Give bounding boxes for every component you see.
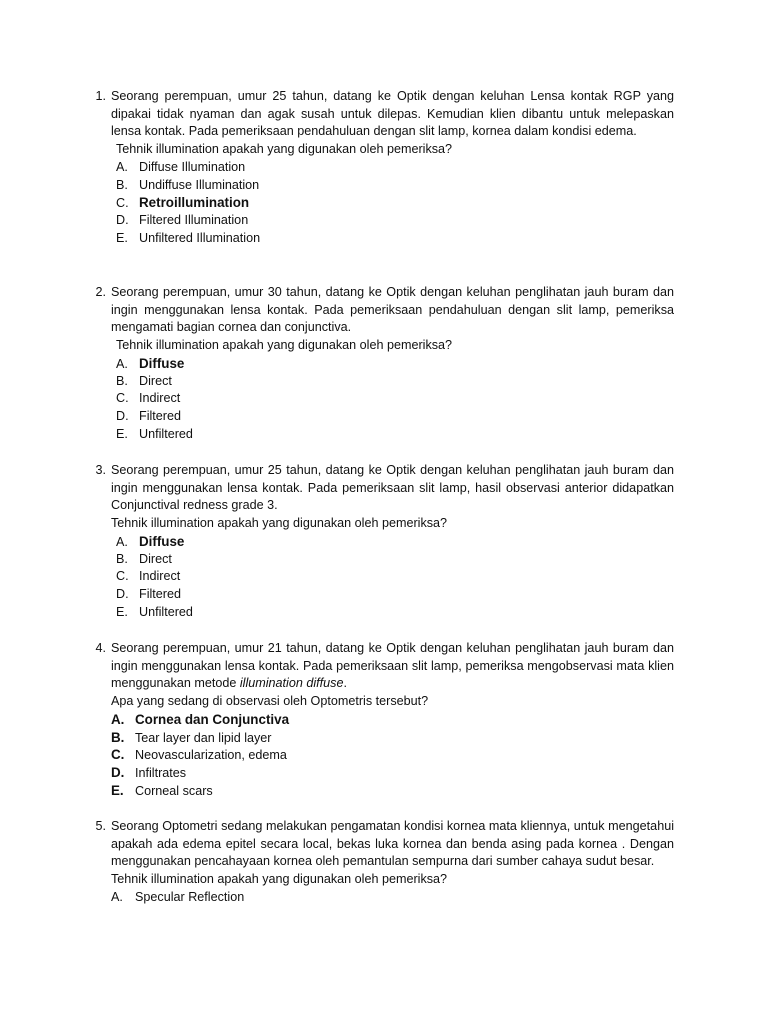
option-text: Cornea dan Conjunctiva bbox=[135, 711, 290, 727]
option-letter: B. bbox=[111, 729, 125, 745]
option-letter: B. bbox=[116, 551, 128, 566]
option-letter: A. bbox=[111, 889, 123, 904]
option-c bbox=[111, 194, 674, 212]
option-letter: E. bbox=[116, 605, 128, 619]
question-text-end: . bbox=[343, 676, 347, 691]
question-4 bbox=[86, 640, 674, 800]
option-a bbox=[111, 711, 674, 729]
option-d bbox=[111, 586, 674, 604]
option-letter: B. bbox=[116, 177, 128, 192]
option-text: Corneal scars bbox=[135, 784, 213, 798]
option-text: Filtered bbox=[139, 587, 181, 602]
question-1 bbox=[86, 88, 674, 248]
option-text: Tear layer dan lipid layer bbox=[135, 730, 272, 745]
option-text: Filtered bbox=[139, 409, 181, 424]
option-text: Diffuse bbox=[139, 533, 185, 549]
option-text: Unfiltered Illumination bbox=[139, 231, 261, 245]
option-list bbox=[111, 355, 674, 444]
option-c bbox=[111, 568, 674, 586]
option-text: Undiffuse Illumination bbox=[139, 177, 260, 192]
option-c bbox=[111, 746, 674, 764]
option-letter: D. bbox=[116, 587, 129, 602]
question-prompt: Tehnik illumination apakah yang digunakan oleh pemeriksa? bbox=[116, 338, 453, 353]
question-3 bbox=[86, 462, 674, 622]
option-text: Unfiltered bbox=[139, 427, 193, 441]
question-text: Seorang perempuan, umur 30 tahun, datang ke Optik dengan keluhan penglihatan jauh buram dan ingin menggunakan lensa kontak. Pada pemeriksaan pendahuluan dengan slit lamp, pemeriksa mengamati bagian cornea dan conjunctiva. bbox=[111, 285, 674, 335]
option-letter: D. bbox=[116, 213, 129, 228]
option-letter: E. bbox=[116, 231, 128, 245]
option-letter: E. bbox=[116, 427, 128, 441]
option-text: Direct bbox=[139, 373, 172, 388]
option-e bbox=[111, 230, 674, 248]
option-list bbox=[111, 533, 674, 622]
option-text: Indirect bbox=[139, 569, 181, 584]
option-e bbox=[111, 604, 674, 622]
option-letter: A. bbox=[111, 711, 125, 727]
option-b bbox=[111, 551, 674, 569]
option-letter: E. bbox=[111, 783, 124, 798]
question-text-main: Seorang perempuan, umur 21 tahun, datang ke Optik dengan keluhan penglihatan jauh buram dan ingin menggunakan lensa kontak. Pada pemeriksaan slit lamp, pemeriksa mengobservasi mata klien menggunakan metode bbox=[111, 641, 674, 691]
option-text: Diffuse bbox=[139, 355, 185, 371]
option-b bbox=[111, 177, 674, 195]
question-text-italic: illumination diffuse bbox=[239, 676, 344, 691]
option-b bbox=[111, 729, 674, 747]
option-text: Neovascularization, edema bbox=[135, 748, 287, 763]
option-letter: B. bbox=[116, 373, 128, 388]
question-number: 5. bbox=[95, 819, 106, 833]
option-list bbox=[111, 159, 674, 248]
option-letter: A. bbox=[116, 159, 128, 174]
option-text: Retroillumination bbox=[139, 195, 250, 211]
option-letter: C. bbox=[116, 196, 129, 211]
question-5 bbox=[86, 818, 674, 907]
option-text: Diffuse Illumination bbox=[139, 159, 246, 174]
option-a bbox=[111, 355, 674, 373]
question-prompt: Tehnik illumination apakah yang digunakan oleh pemeriksa? bbox=[111, 516, 448, 531]
option-list bbox=[111, 889, 674, 907]
question-text bbox=[111, 640, 674, 693]
question-text: Seorang perempuan, umur 25 tahun, datang ke Optik dengan keluhan penglihatan jauh buram dan ingin menggunakan lensa kontak. Pada pemeriksaan slit lamp, hasil observasi anterior didapatkan Conjunctival redness grade 3. bbox=[111, 463, 674, 513]
question-prompt: Apa yang sedang di observasi oleh Optometris tersebut? bbox=[111, 694, 429, 709]
question-prompt: Tehnik illumination apakah yang digunakan oleh pemeriksa? bbox=[116, 142, 453, 157]
question-prompt: Tehnik illumination apakah yang digunakan oleh pemeriksa? bbox=[111, 872, 448, 887]
option-b bbox=[111, 373, 674, 391]
option-letter: A. bbox=[116, 356, 128, 371]
question-text: Seorang Optometri sedang melakukan pengamatan kondisi kornea mata kliennya, untuk mengetahui apakah ada edema epitel secara local, bekas luka kornea dan benda asing pada kornea . Dengan menggunakan pencahayaan kornea oleh pemantulan sempurna dari sumber cahaya sudut besar. bbox=[111, 819, 674, 869]
option-letter: C. bbox=[111, 747, 125, 763]
option-letter: D. bbox=[116, 409, 129, 424]
option-d bbox=[111, 764, 674, 782]
question-number: 2. bbox=[95, 285, 106, 299]
question-number: 3. bbox=[95, 463, 106, 477]
option-d bbox=[111, 212, 674, 230]
option-text: Indirect bbox=[139, 391, 181, 406]
option-text: Filtered Illumination bbox=[139, 213, 249, 228]
option-a bbox=[111, 533, 674, 551]
option-text: Direct bbox=[139, 551, 172, 566]
option-letter: A. bbox=[116, 534, 128, 549]
option-e bbox=[111, 782, 674, 800]
option-text: Unfiltered bbox=[139, 605, 193, 619]
option-letter: C. bbox=[116, 569, 129, 584]
option-text: Infiltrates bbox=[135, 766, 187, 781]
question-2 bbox=[86, 284, 674, 444]
option-a bbox=[111, 159, 674, 177]
option-letter: C. bbox=[116, 391, 129, 406]
question-number: 1. bbox=[95, 89, 106, 103]
option-list bbox=[111, 711, 674, 800]
question-number: 4. bbox=[95, 641, 106, 655]
option-e bbox=[111, 426, 674, 444]
option-letter: D. bbox=[111, 765, 125, 781]
option-c bbox=[111, 390, 674, 408]
option-text: Specular Reflection bbox=[135, 889, 245, 904]
option-a bbox=[111, 889, 674, 907]
question-text: Seorang perempuan, umur 25 tahun, datang ke Optik dengan keluhan Lensa kontak RGP yang dipakai tidak nyaman dan agak susah untuk dilepas. Kemudian klien dibantu untuk melepaskan lensa kontak. Pada pemeriksaan pendahuluan dengan slit lamp, kornea dalam kondisi edema. bbox=[111, 89, 674, 139]
option-d bbox=[111, 408, 674, 426]
